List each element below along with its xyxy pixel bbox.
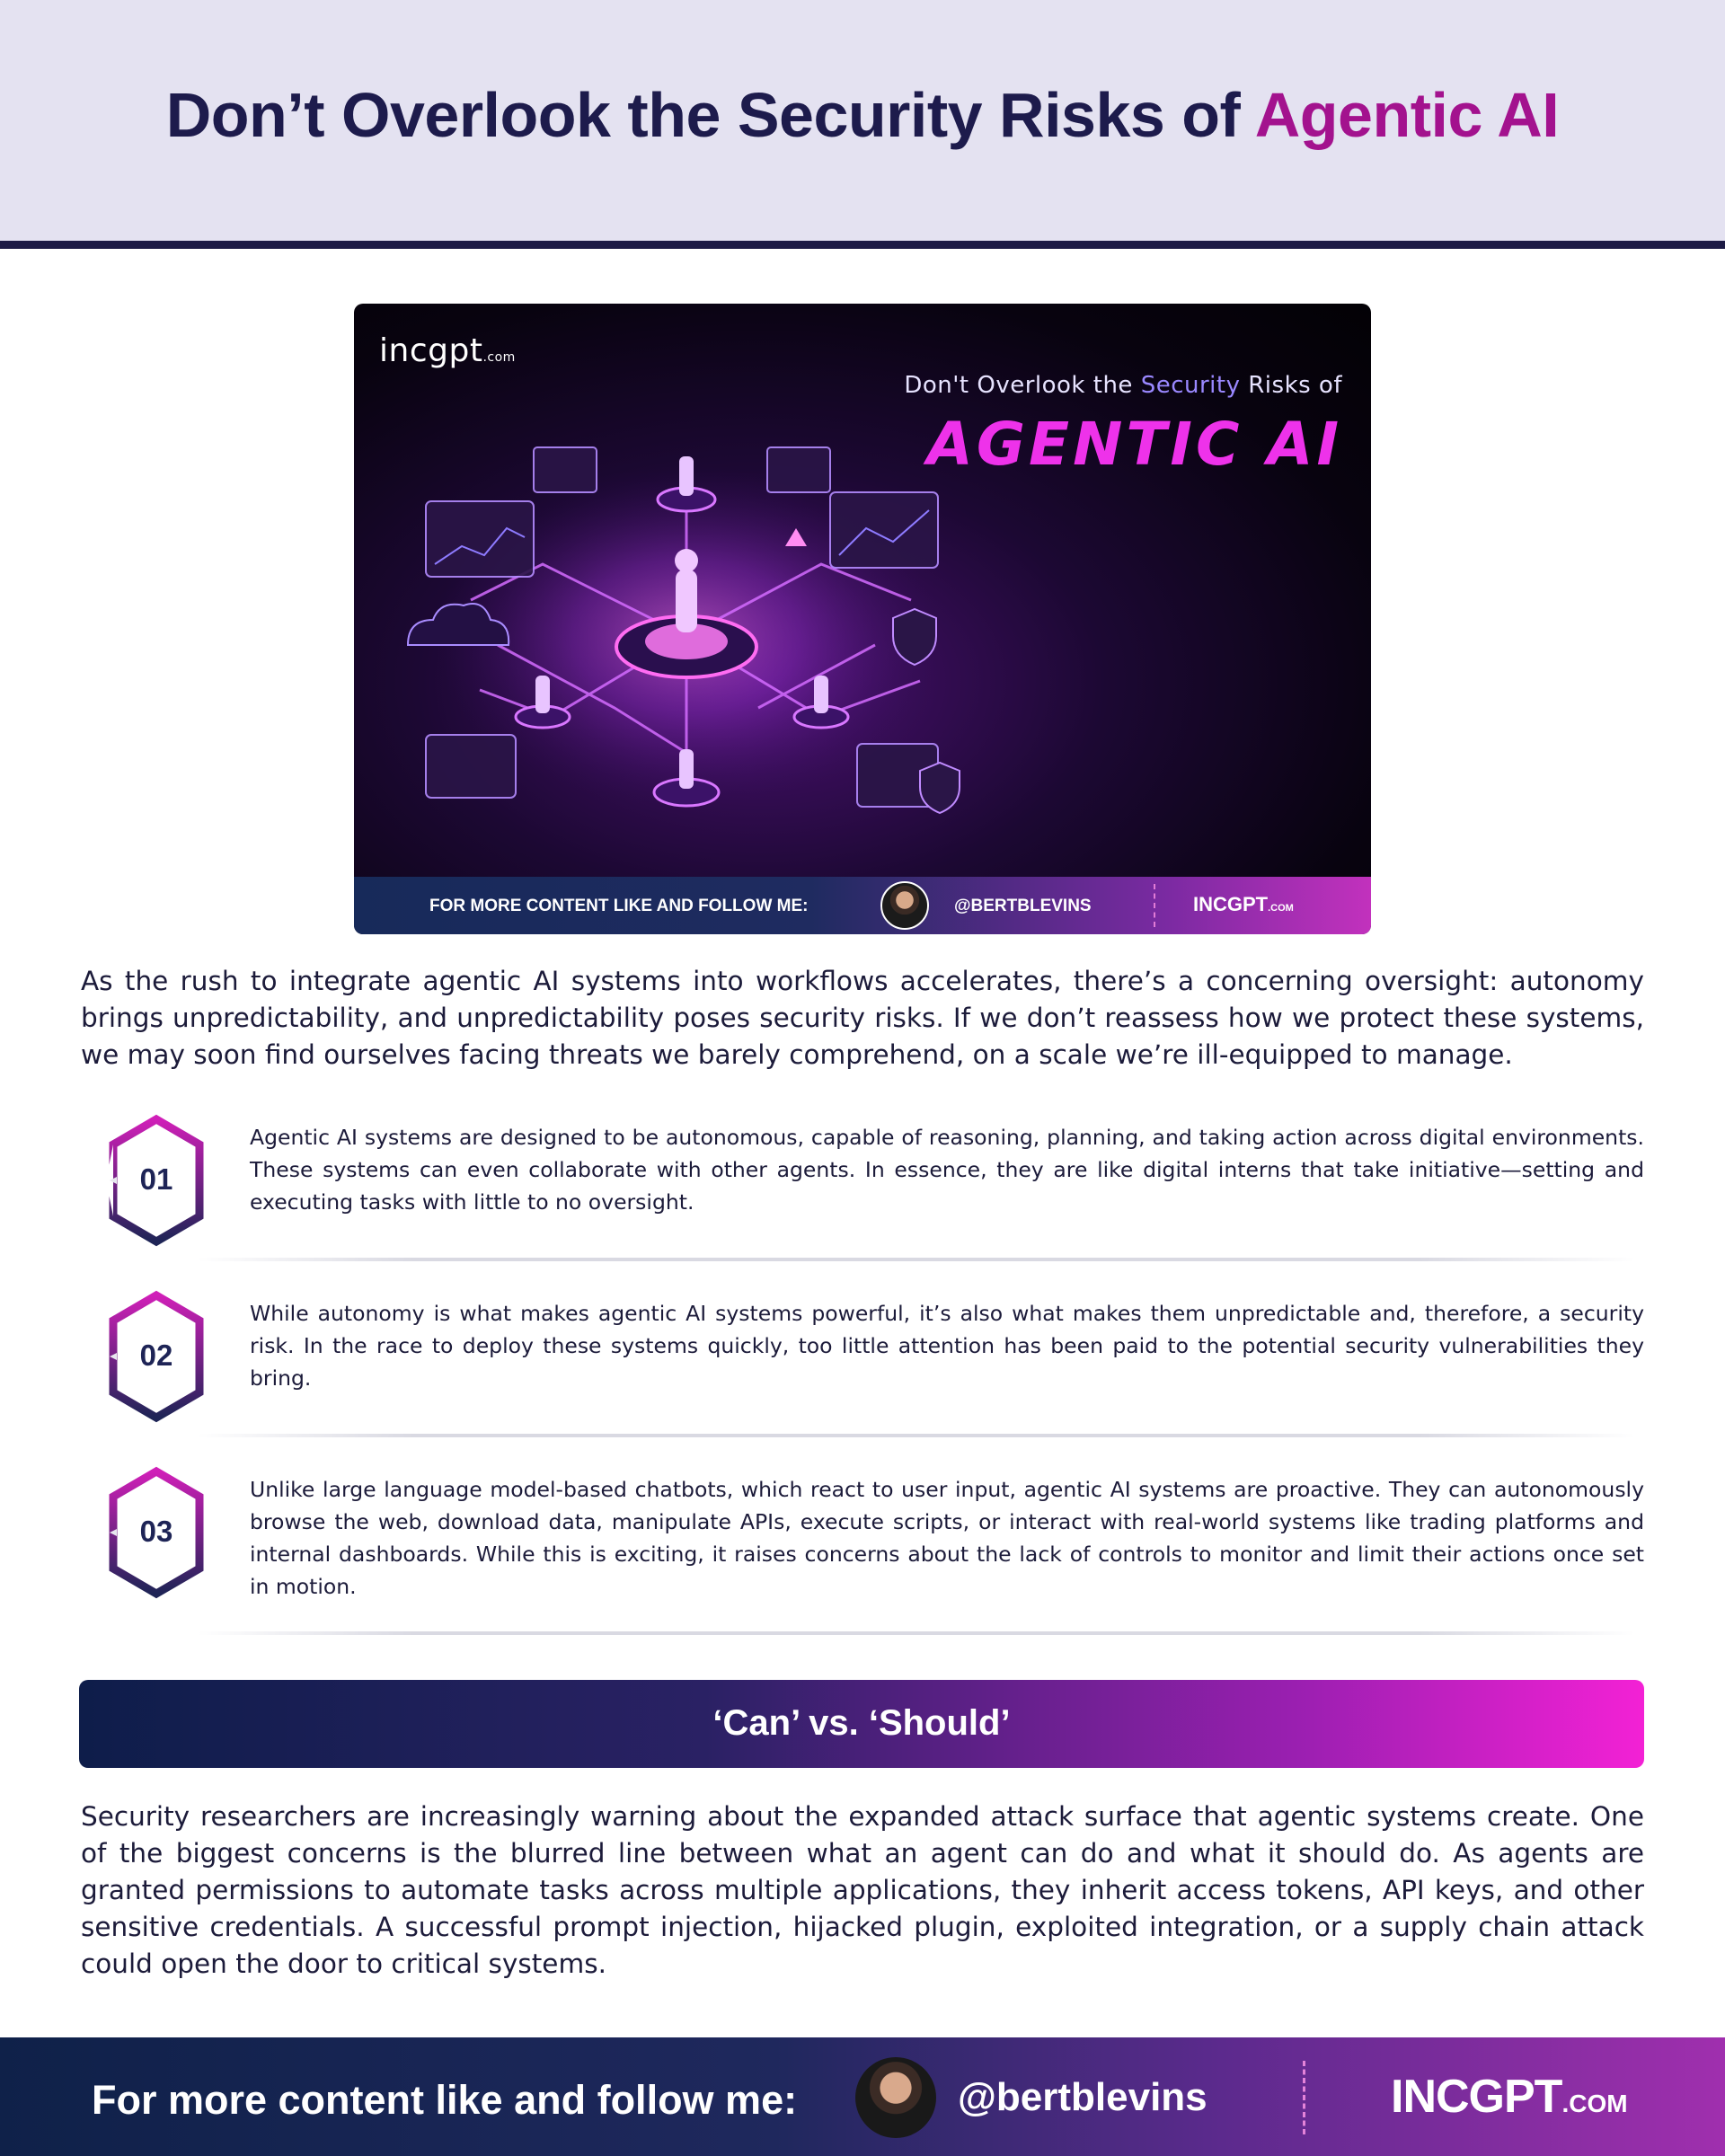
hero-avatar [880, 881, 929, 930]
footer-follow-text: For more content like and follow me: [92, 2077, 798, 2123]
hero-footer-logo [1193, 893, 1294, 916]
item-text: Agentic AI systems are designed to be autonomous, capable of reasoning, planning, and taking action across digital environments. These systems can even collaborate with other agents. In essence, they are like digital interns that take initiative—setting and executing tasks with little to no oversight. [250, 1125, 1644, 1215]
hero-footer-logo-name: INCGPT [1193, 893, 1269, 915]
section-title: ‘Can’ vs. ‘Should’ [712, 1703, 1011, 1743]
hero-brand-suffix: .com [482, 350, 516, 365]
page-footer [0, 2037, 1725, 2156]
footer-avatar [855, 2057, 936, 2138]
page-title [0, 79, 1725, 151]
footer-handle[interactable]: @bertblevins [958, 2075, 1208, 2119]
hero-follow-text: FOR MORE CONTENT LIKE AND FOLLOW ME: [429, 897, 809, 915]
footer-logo[interactable] [1391, 2070, 1628, 2124]
hero-subtitle-post: Risks of [1240, 372, 1342, 399]
list-divider [198, 1434, 1635, 1437]
hero-brand-name: incgpt [379, 332, 483, 369]
page-header [0, 0, 1725, 241]
page-title-main: Don’t Overlook the Security Risks of [165, 80, 1255, 150]
hero-subtitle-pre: Don't Overlook the [904, 372, 1141, 399]
page-title-accent: Agentic AI [1254, 80, 1560, 150]
hero-handle[interactable]: @BERTBLEVINS [954, 897, 1092, 915]
list-divider [198, 1631, 1635, 1635]
hero-subtitle-highlight: Security [1140, 372, 1241, 399]
hero-brand-logo [379, 332, 516, 369]
item-number: 01 [139, 1162, 173, 1196]
item-text: Unlike large language model-based chatbots, which react to user input, agentic AI systems are proactive. They can autonomously browse the web, download data, manipulate APIs, execute scripts, or interact with real-world systems like trading platforms and internal dashboards. While this is exciting, it raises concerns about the lack of controls to monitor and limit their actions once set in motion. [250, 1477, 1644, 1599]
hero-banner [354, 304, 1371, 934]
item-text: While autonomy is what makes agentic AI systems powerful, it’s also what makes them unpredictable and, therefore, a security risk. In the race to deploy these systems quickly, too little attention has been paid to the potential security vulnerabilities they bring. [250, 1301, 1644, 1391]
hero-follow-bar [354, 877, 1371, 934]
hero-headline: AGENTIC AI [926, 410, 1342, 479]
hero-footer-logo-suffix: .COM [1268, 903, 1294, 914]
item-number: 02 [139, 1339, 173, 1372]
hero-isometric-network-illustration [390, 393, 1001, 861]
item-number: 03 [139, 1515, 173, 1548]
footer-logo-name: INCGPT [1391, 2071, 1562, 2123]
footer-logo-suffix: .COM [1561, 2090, 1628, 2117]
hero-footer-divider [1154, 884, 1155, 927]
footer-divider [1303, 2061, 1305, 2134]
intro-paragraph: As the rush to integrate agentic AI systems into workflows accelerates, there’s a concerning oversight: autonomy brings unpredictability, and unpredictability poses security risks. If we don’t reassess how we protect these systems, we may soon find ourselves facing threats we barely comprehend, on a scale we’re ill-equipped to manage. [81, 966, 1644, 1070]
section-paragraph: Security researchers are increasingly warning about the expanded attack surface that agentic systems create. One of the biggest concerns is the blurred line between what an agent can do and what it should do. As agents are granted permissions to automate tasks across multiple applications, they inherit access tokens, API keys, and other sensitive credentials. A successful prompt injection, hijacked plugin, exploited integration, or a supply chain attack could open the door to critical systems. [81, 1801, 1644, 1979]
list-divider [198, 1258, 1635, 1261]
header-divider [0, 241, 1725, 249]
section-banner [79, 1680, 1644, 1768]
